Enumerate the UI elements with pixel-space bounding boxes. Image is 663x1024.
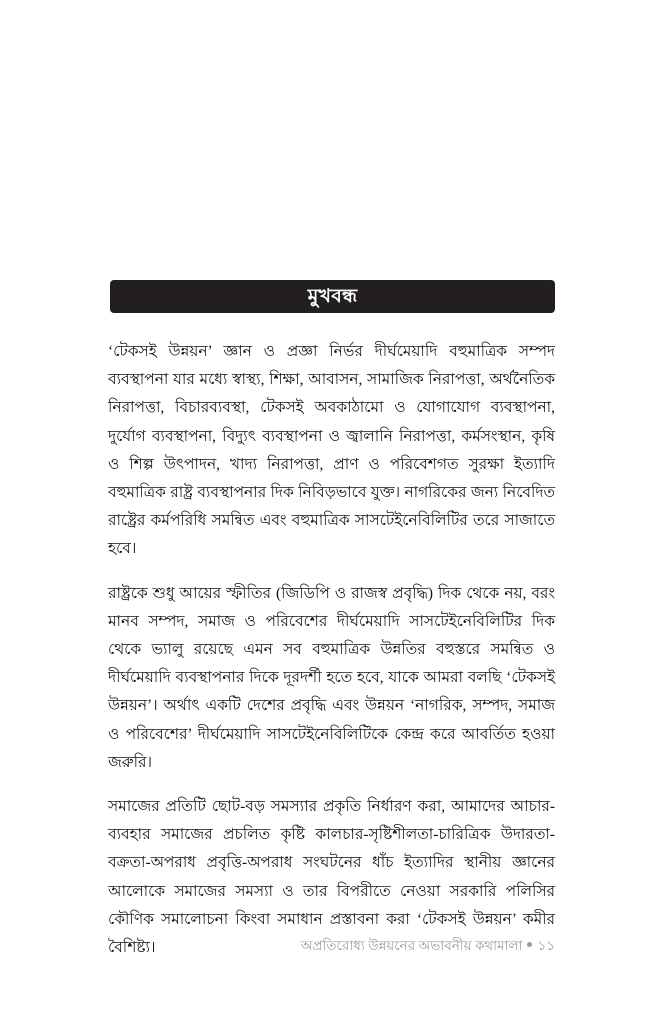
chapter-heading-banner (110, 280, 555, 313)
page-bottom-margin (0, 975, 663, 1024)
page-footer (108, 938, 555, 954)
footer-page-number: ১১ (537, 938, 555, 953)
footer-book-title: অপ্রতিরোধ্য উন্নয়নের অভাবনীয় কথামালা (300, 938, 523, 953)
body-text-column (108, 338, 555, 962)
body-paragraph: ‘টেকসই উন্নয়ন’ জ্ঞান ও প্রজ্ঞা নির্ভর দীর্ঘমেয়াদি বহুমাত্রিক সম্পদ ব্যবস্থাপনা যার মধ্যে স্বাস্থ্য, শিক্ষা, আবাসন, সামাজিক নিরাপত্তা, অর্থনৈতিক নিরাপত্তা, বিচারব্যবস্থা, টেকসই অবকাঠামো ও যোগাযোগ ব্যবস্থাপনা, দুর্যোগ ব্যবস্থাপনা, বিদ্যুৎ ব্যবস্থাপনা ও জ্বালানি নিরাপত্তা, কর্মসংস্থান, কৃষি ও শিল্প উৎপাদন, খাদ্য নিরাপত্তা, প্রাণ ও পরিবেশগত সুরক্ষা ইত্যাদি বহুমাত্রিক রাষ্ট্র ব্যবস্থাপনার দিক নিবিড়ভাবে যুক্ত। নাগরিকের জন্য নিবেদিত রাষ্ট্রের কর্মপরিধি সমন্বিত এবং বহুমাত্রিক সাসটেইনেবিলিটির তরে সাজাতে হবে। (108, 343, 555, 558)
chapter-heading-title: মুখবন্ধ (307, 286, 358, 307)
page-top-margin (0, 0, 663, 278)
body-paragraph: সমাজের প্রতিটি ছোট-বড় সমস্যার প্রকৃতি নির্ধারণ করা, আমাদের আচার-ব্যবহার সমাজের প্রচলিত কৃষ্টি কালচার-সৃষ্টিশীলতা-চারিত্রিক উদারতা-বক্রতা-অপরাধ প্রবৃত্তি-অপরাধ সংঘটনের ধাঁচ ইত্যাদির স্থানীয় জ্ঞানের আলোকে সমাজের সমস্যা ও তার বিপরীতে নেওয়া সরকারি পলিসির কৌণিক সমালোচনা কিংবা সমাধান প্রস্তাবনা করা ‘টেকসই উন্নয়ন’ কমীর বৈশিষ্ট্য। (108, 798, 555, 957)
body-paragraph: রাষ্ট্রকে শুধু আয়ের স্ফীতির (জিডিপি ও রাজস্ব প্রবৃদ্ধি) দিক থেকে নয়, বরং মানব সম্পদ, সমাজ ও পরিবেশের দীর্ঘমেয়াদি সাসটেইনেবিলিটির দিক থেকে ভ্যালু রয়েছে এমন সব বহুমাত্রিক উন্নতির বহুস্তরে সমন্বিত ও দীর্ঘমেয়াদি ব্যবস্থাপনার দিকে দূরদর্শী হতে হবে, যাকে আমরা বলছি ‘টেকসই উন্নয়ন’। অর্থাৎ একটি দেশের প্রবৃদ্ধি এবং উন্নয়ন ‘নাগরিক, সম্পদ, সমাজ ও পরিবেশের’ দীর্ঘমেয়াদি সাসটেইনেবিলিটিকে কেন্দ্র করে আবর্তিত হওয়া জরুরি। (108, 584, 555, 771)
bullet-dot-icon (527, 942, 532, 947)
